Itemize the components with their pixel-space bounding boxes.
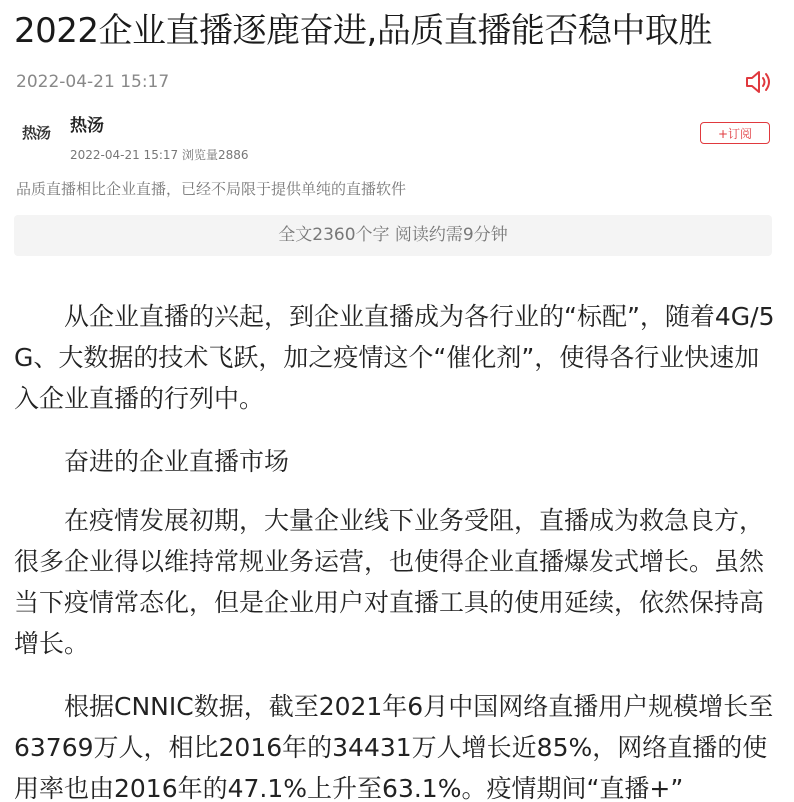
avatar[interactable]: 热汤: [21, 123, 50, 142]
author-name[interactable]: 热汤: [70, 116, 104, 136]
author-meta: 2022-04-21 15:17 浏览量2886: [70, 148, 249, 162]
paragraph: 在疫情发展初期，大量企业线下业务受阻，直播成为救急良方，很多企业得以维持常规业务运营，也使得企业直播爆发式增长。虽然当下疫情常态化，但是企业用户对直播工具的使用延续，依然保持高增长。: [14, 506, 765, 658]
article-summary: 品质直播相比企业直播，已经不局限于提供单纯的直播软件: [16, 180, 407, 198]
speaker-icon[interactable]: [744, 68, 774, 96]
publish-date: 2022-04-21 15:17: [16, 72, 170, 92]
read-info-bar: 全文2360个字 阅读约需9分钟: [14, 215, 772, 256]
paragraph: 根据CNNIC数据，截至2021年6月中国网络直播用户规模增长至63769万人，相比2016年的34431万人增长近85%，网络直播的使用率也由2016年的47.1%上升至63.1%。疫情期间“直播+”: [14, 692, 774, 802]
article-title: 2022企业直播逐鹿奋进,品质直播能否稳中取胜: [14, 11, 712, 51]
section-heading: 奋进的企业直播市场: [64, 447, 290, 476]
article-body: [14, 296, 776, 802]
paragraph: 从企业直播的兴起，到企业直播成为各行业的“标配”，随着4G/5G、大数据的技术飞跃，加之疫情这个“催化剂”，使得各行业快速加入企业直播的行列中。: [14, 302, 775, 413]
subscribe-button[interactable]: +订阅: [700, 122, 770, 144]
